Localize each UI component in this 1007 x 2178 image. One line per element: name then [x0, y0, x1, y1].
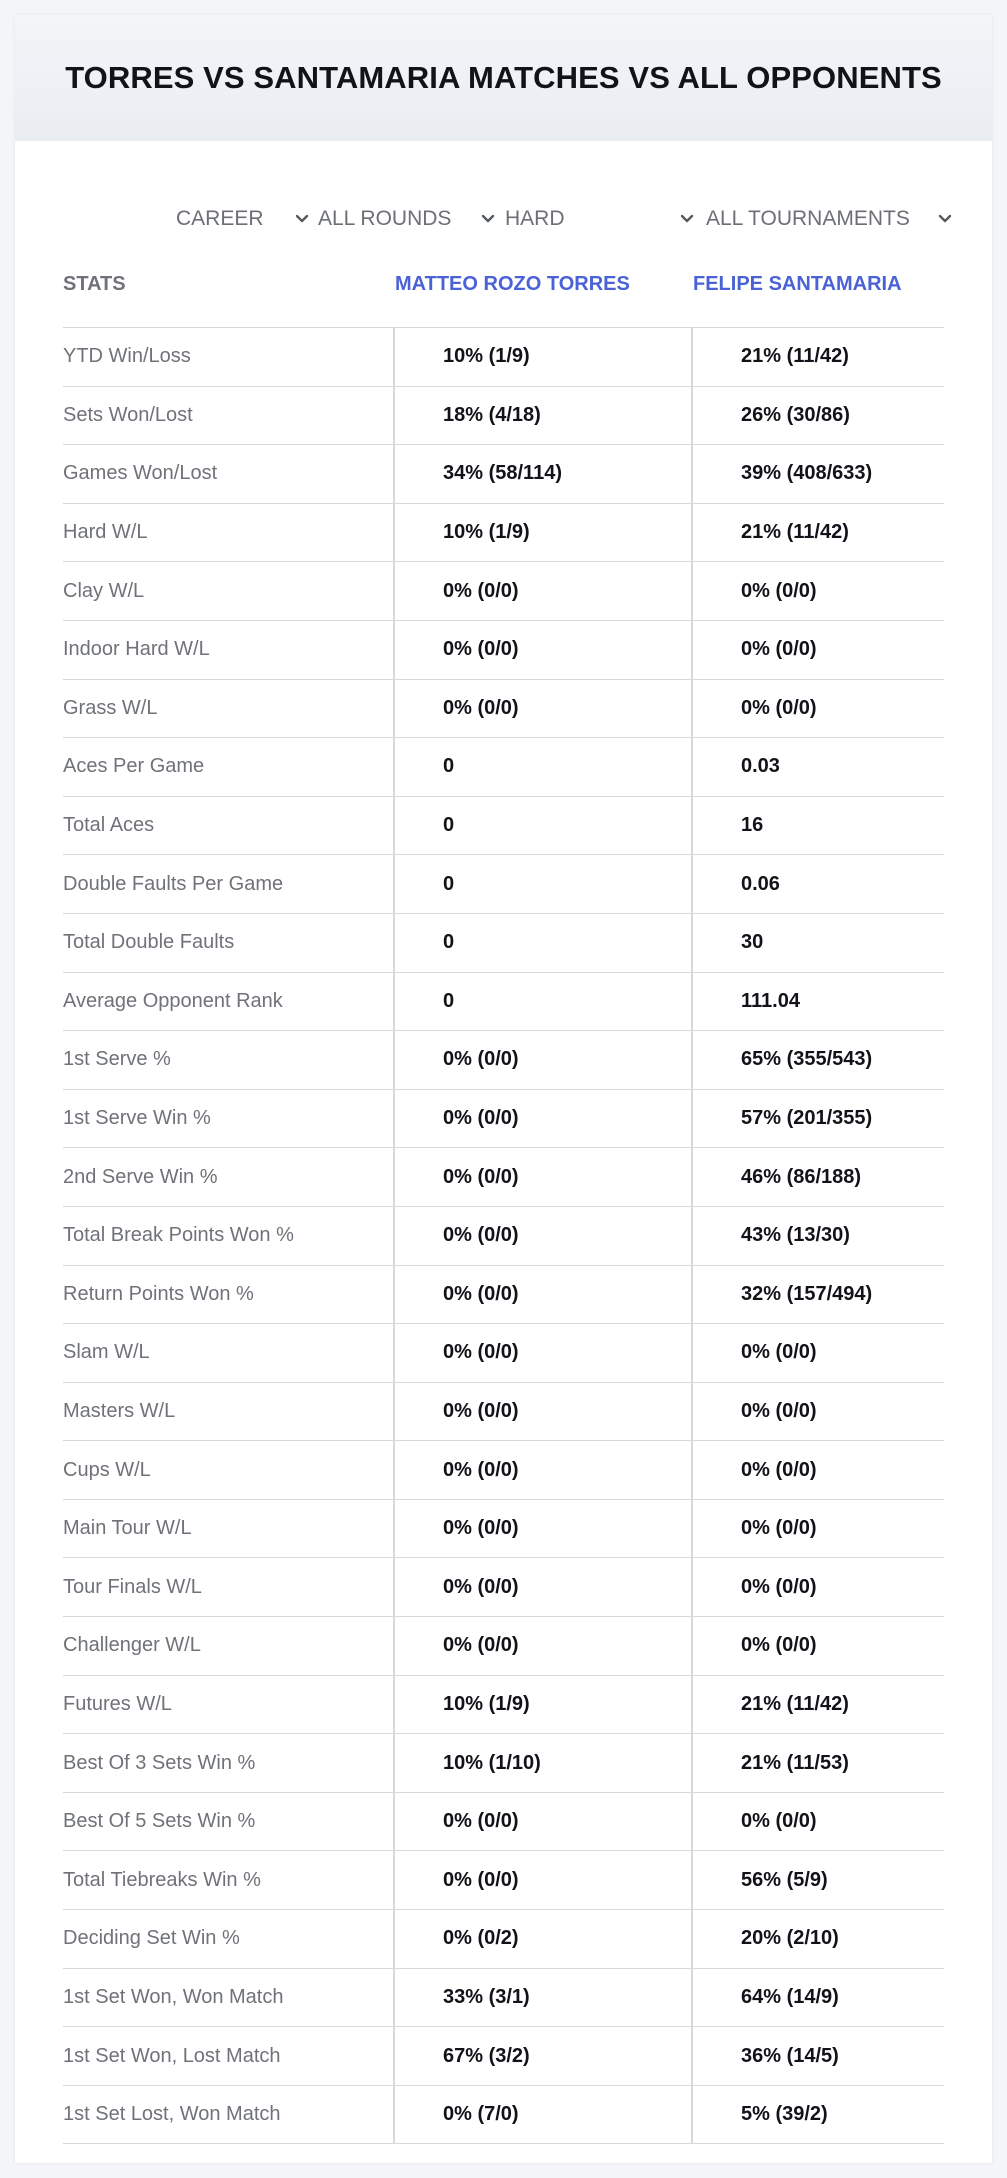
- player1-value: 0: [443, 814, 455, 837]
- column-divider: [691, 328, 693, 386]
- stat-label: Sets Won/Lost: [63, 403, 193, 426]
- column-divider: [691, 973, 693, 1031]
- page-title: TORRES VS SANTAMARIA MATCHES VS ALL OPPONENTS: [65, 60, 942, 95]
- player2-value: 0.06: [741, 872, 780, 895]
- player1-value: 0% (0/0): [443, 1810, 519, 1833]
- player1-value: 10% (1/9): [443, 521, 530, 544]
- player2-value: 21% (11/42): [741, 521, 849, 544]
- column-header-player2[interactable]: FELIPE SANTAMARIA: [693, 273, 902, 295]
- player2-value: 43% (13/30): [741, 1224, 850, 1247]
- stat-label: Grass W/L: [63, 696, 158, 719]
- column-divider: [393, 1383, 395, 1441]
- table-row: [63, 1851, 944, 1910]
- period-select-value: CAREER: [176, 207, 264, 230]
- round-select-value: ALL ROUNDS: [318, 207, 452, 230]
- player1-value: 0% (0/0): [443, 1458, 519, 1481]
- column-divider: [393, 738, 395, 796]
- stat-label: Hard W/L: [63, 521, 148, 544]
- table-row: [63, 973, 944, 1032]
- player2-value: 20% (2/10): [741, 1927, 839, 1950]
- table-row: [63, 1617, 944, 1676]
- player1-value: 0% (0/0): [443, 1517, 519, 1540]
- player1-value: 0% (0/0): [443, 638, 519, 661]
- player2-value: 5% (39/2): [741, 2103, 828, 2126]
- player2-value: 56% (5/9): [741, 1868, 828, 1891]
- table-row: [63, 1148, 944, 1207]
- column-divider: [691, 1148, 693, 1206]
- player1-value: 0: [443, 872, 455, 895]
- player1-value: 0: [443, 989, 455, 1012]
- column-divider: [691, 387, 693, 445]
- column-divider: [393, 1031, 395, 1089]
- stat-label: Deciding Set Win %: [63, 1927, 240, 1950]
- stat-label: Total Aces: [63, 814, 155, 837]
- table-header: [63, 255, 944, 328]
- column-divider: [691, 1324, 693, 1382]
- column-divider: [691, 855, 693, 913]
- table-body: [63, 328, 944, 2144]
- column-divider: [691, 1500, 693, 1558]
- stat-label: Futures W/L: [63, 1692, 172, 1715]
- player2-value: 36% (14/5): [741, 2044, 839, 2067]
- stat-label: Total Double Faults: [63, 931, 235, 954]
- chevron-down-icon: [478, 209, 498, 229]
- table-row: [63, 445, 944, 504]
- column-divider: [393, 1441, 395, 1499]
- column-divider: [393, 621, 395, 679]
- player2-value: 46% (86/188): [741, 1165, 862, 1188]
- column-divider: [691, 1910, 693, 1968]
- stat-label: 1st Set Won, Won Match: [63, 1985, 284, 2008]
- player1-value: 10% (1/9): [443, 345, 530, 368]
- surface-select[interactable]: [505, 193, 705, 245]
- player1-value: 0: [443, 755, 455, 778]
- column-divider: [393, 1207, 395, 1265]
- column-divider: [691, 914, 693, 972]
- player2-value: 0% (0/0): [741, 638, 817, 661]
- player1-value: 0% (0/0): [443, 1341, 519, 1364]
- column-divider: [691, 1676, 693, 1734]
- stat-label: Best Of 3 Sets Win %: [63, 1751, 256, 1774]
- player2-value: 0% (0/0): [741, 1634, 817, 1657]
- player2-value: 21% (11/42): [741, 345, 849, 368]
- stats-table: [63, 255, 944, 2144]
- player2-value: 0% (0/0): [741, 1517, 817, 1540]
- player1-value: 0% (0/0): [443, 1634, 519, 1657]
- stat-label: Masters W/L: [63, 1399, 176, 1422]
- column-divider: [393, 2027, 395, 2085]
- stat-label: Average Opponent Rank: [63, 989, 283, 1012]
- player1-value: 0: [443, 931, 455, 954]
- table-row: [63, 504, 944, 563]
- column-divider: [691, 1617, 693, 1675]
- player1-value: 0% (0/0): [443, 1575, 519, 1598]
- stat-label: Indoor Hard W/L: [63, 638, 210, 661]
- stats-card: [15, 15, 992, 2163]
- player2-value: 30: [741, 931, 764, 954]
- player2-value: 0% (0/0): [741, 1575, 817, 1598]
- stat-label: Main Tour W/L: [63, 1517, 192, 1540]
- column-divider: [393, 1734, 395, 1792]
- table-row: [63, 914, 944, 973]
- player2-value: 65% (355/543): [741, 1048, 873, 1071]
- column-divider: [393, 855, 395, 913]
- table-row: [63, 2027, 944, 2086]
- player2-value: 39% (408/633): [741, 462, 873, 485]
- column-divider: [393, 1148, 395, 1206]
- column-divider: [691, 1558, 693, 1616]
- table-row: [63, 1500, 944, 1559]
- surface-select-value: HARD: [505, 207, 565, 230]
- player2-value: 26% (30/86): [741, 403, 850, 426]
- column-divider: [691, 797, 693, 855]
- player2-value: 64% (14/9): [741, 1985, 839, 2008]
- table-row: [63, 1676, 944, 1735]
- card-header: [15, 15, 992, 141]
- table-row: [63, 328, 944, 387]
- player2-value: 0% (0/0): [741, 696, 817, 719]
- table-row: [63, 1090, 944, 1149]
- player1-value: 0% (0/0): [443, 1224, 519, 1247]
- stat-label: Total Break Points Won %: [63, 1224, 294, 1247]
- player1-value: 18% (4/18): [443, 403, 541, 426]
- column-divider: [393, 1793, 395, 1851]
- player2-value: 0.03: [741, 755, 780, 778]
- stat-label: Tour Finals W/L: [63, 1575, 202, 1598]
- stat-label: Aces Per Game: [63, 755, 205, 778]
- player1-value: 0% (0/0): [443, 1165, 519, 1188]
- table-row: [63, 797, 944, 856]
- column-divider: [393, 1090, 395, 1148]
- player1-value: 0% (0/0): [443, 1107, 519, 1130]
- column-divider: [691, 1793, 693, 1851]
- stat-label: YTD Win/Loss: [63, 345, 191, 368]
- column-divider: [691, 738, 693, 796]
- column-divider: [393, 1676, 395, 1734]
- column-divider: [691, 1031, 693, 1089]
- table-row: [63, 1266, 944, 1325]
- column-divider: [393, 680, 395, 738]
- player1-value: 67% (3/2): [443, 2044, 530, 2067]
- column-divider: [393, 1969, 395, 2027]
- column-divider: [393, 1266, 395, 1324]
- player2-value: 111.04: [741, 989, 800, 1012]
- column-divider: [393, 328, 395, 386]
- stat-label: 1st Serve %: [63, 1048, 171, 1071]
- column-divider: [691, 621, 693, 679]
- column-divider: [691, 562, 693, 620]
- table-row: [63, 562, 944, 621]
- player1-value: 0% (0/0): [443, 1399, 519, 1422]
- column-divider: [691, 445, 693, 503]
- chevron-down-icon: [292, 209, 312, 229]
- table-row: [63, 1793, 944, 1852]
- player1-value: 0% (0/0): [443, 1868, 519, 1891]
- column-divider: [691, 1266, 693, 1324]
- column-divider: [691, 1383, 693, 1441]
- period-select[interactable]: [176, 193, 316, 245]
- column-divider: [393, 445, 395, 503]
- column-divider: [691, 1851, 693, 1909]
- column-divider: [393, 562, 395, 620]
- table-row: [63, 621, 944, 680]
- player2-value: 0% (0/0): [741, 1810, 817, 1833]
- player2-value: 21% (11/53): [741, 1751, 849, 1774]
- player2-value: 32% (157/494): [741, 1282, 873, 1305]
- stat-label: 1st Set Lost, Won Match: [63, 2103, 281, 2126]
- column-divider: [691, 1090, 693, 1148]
- round-select[interactable]: [318, 193, 503, 245]
- stat-label: Return Points Won %: [63, 1282, 254, 1305]
- player1-value: 33% (3/1): [443, 1985, 530, 2008]
- column-divider: [393, 914, 395, 972]
- column-divider: [691, 2027, 693, 2085]
- player2-value: 0% (0/0): [741, 1341, 817, 1364]
- table-row: [63, 387, 944, 446]
- stat-label: 1st Serve Win %: [63, 1107, 211, 1130]
- player1-value: 0% (0/0): [443, 579, 519, 602]
- column-divider: [691, 2086, 693, 2144]
- column-divider: [691, 504, 693, 562]
- player2-value: 16: [741, 814, 764, 837]
- stat-label: Cups W/L: [63, 1458, 151, 1481]
- column-header-stats: STATS: [63, 273, 126, 295]
- table-row: [63, 1031, 944, 1090]
- column-divider: [393, 2086, 395, 2144]
- player1-value: 10% (1/10): [443, 1751, 541, 1774]
- table-row: [63, 1383, 944, 1442]
- stat-label: Best Of 5 Sets Win %: [63, 1810, 256, 1833]
- stat-label: 1st Set Won, Lost Match: [63, 2044, 281, 2067]
- tournament-select-value: ALL TOURNAMENTS: [706, 207, 910, 230]
- player1-value: 0% (0/2): [443, 1927, 519, 1950]
- stat-label: 2nd Serve Win %: [63, 1165, 218, 1188]
- player1-value: 34% (58/114): [443, 462, 562, 485]
- table-row: [63, 1910, 944, 1969]
- table-row: [63, 1969, 944, 2028]
- player1-value: 0% (0/0): [443, 1282, 519, 1305]
- filter-bar: [15, 193, 992, 245]
- column-divider: [393, 1617, 395, 1675]
- stat-label: Challenger W/L: [63, 1634, 201, 1657]
- table-row: [63, 855, 944, 914]
- tournament-select[interactable]: [706, 193, 961, 245]
- player2-value: 0% (0/0): [741, 1399, 817, 1422]
- column-divider: [691, 1441, 693, 1499]
- column-divider: [393, 1324, 395, 1382]
- table-row: [63, 738, 944, 797]
- column-divider: [393, 1500, 395, 1558]
- table-row: [63, 2086, 944, 2145]
- column-divider: [393, 1851, 395, 1909]
- player1-value: 0% (7/0): [443, 2103, 519, 2126]
- player1-value: 0% (0/0): [443, 1048, 519, 1071]
- stat-label: Clay W/L: [63, 579, 145, 602]
- player2-value: 57% (201/355): [741, 1107, 873, 1130]
- column-divider: [691, 1969, 693, 2027]
- stat-label: Double Faults Per Game: [63, 872, 284, 895]
- column-divider: [393, 1910, 395, 1968]
- player2-value: 21% (11/42): [741, 1692, 849, 1715]
- table-row: [63, 680, 944, 739]
- table-row: [63, 1324, 944, 1383]
- column-divider: [393, 1558, 395, 1616]
- table-row: [63, 1558, 944, 1617]
- column-divider: [393, 387, 395, 445]
- chevron-down-icon: [935, 209, 955, 229]
- stat-label: Games Won/Lost: [63, 462, 218, 485]
- column-divider: [691, 1734, 693, 1792]
- column-divider: [691, 680, 693, 738]
- table-row: [63, 1734, 944, 1793]
- chevron-down-icon: [677, 209, 697, 229]
- player2-value: 0% (0/0): [741, 579, 817, 602]
- column-divider: [393, 973, 395, 1031]
- table-row: [63, 1441, 944, 1500]
- column-header-player1[interactable]: MATTEO ROZO TORRES: [395, 273, 630, 295]
- table-row: [63, 1207, 944, 1266]
- player1-value: 10% (1/9): [443, 1692, 530, 1715]
- stat-label: Slam W/L: [63, 1341, 150, 1364]
- player2-value: 0% (0/0): [741, 1458, 817, 1481]
- stat-label: Total Tiebreaks Win %: [63, 1868, 261, 1891]
- column-divider: [393, 797, 395, 855]
- column-divider: [691, 1207, 693, 1265]
- player1-value: 0% (0/0): [443, 696, 519, 719]
- column-divider: [393, 504, 395, 562]
